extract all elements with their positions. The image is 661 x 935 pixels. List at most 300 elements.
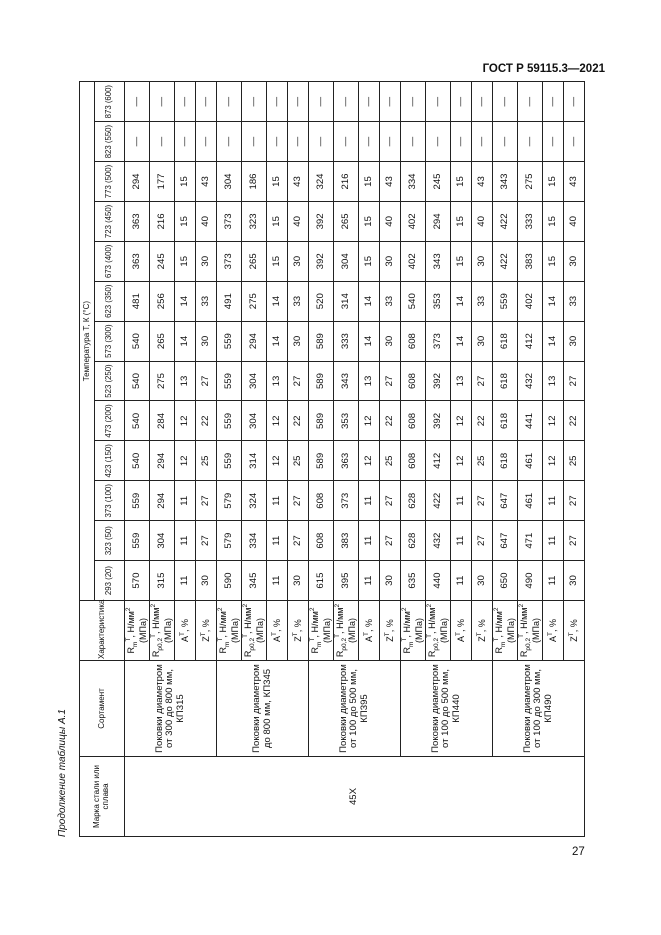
- value-cell: 25: [472, 441, 493, 481]
- value-cell: —: [472, 82, 493, 122]
- value-cell: 395: [334, 561, 359, 601]
- temperature-col-header: 323 (50): [95, 521, 125, 561]
- value-cell: —: [401, 82, 426, 122]
- value-cell: —: [564, 82, 585, 122]
- value-cell: 432: [426, 521, 451, 561]
- value-cell: 15: [451, 162, 472, 202]
- characteristic-cell: $R_m^T$, $Н/мм^2$ (МПа): [401, 601, 426, 661]
- value-cell: 589: [309, 401, 334, 441]
- value-cell: 12: [359, 441, 380, 481]
- assortment-cell: Поковки диаметром от 100 до 300 мм, КП490: [493, 661, 585, 757]
- standard-number: ГОСТ Р 59115.3—2021: [482, 63, 605, 75]
- value-cell: 353: [426, 281, 451, 321]
- value-cell: 11: [175, 561, 196, 601]
- value-cell: 432: [518, 361, 543, 401]
- value-cell: 216: [150, 201, 175, 241]
- value-cell: 13: [175, 361, 196, 401]
- value-cell: 618: [493, 401, 518, 441]
- value-cell: 590: [217, 561, 242, 601]
- value-cell: 43: [288, 162, 309, 202]
- value-cell: 353: [334, 401, 359, 441]
- value-cell: 383: [334, 521, 359, 561]
- value-cell: 412: [518, 321, 543, 361]
- value-cell: 30: [564, 321, 585, 361]
- characteristic-cell: $R_{p0,2}^T$, $Н/мм^2$ (МПа): [334, 601, 359, 661]
- value-cell: 33: [472, 281, 493, 321]
- value-cell: 422: [493, 201, 518, 241]
- value-cell: 12: [359, 401, 380, 441]
- table-row: [493, 82, 518, 837]
- value-cell: 618: [493, 321, 518, 361]
- temperature-col-header: 373 (100): [95, 481, 125, 521]
- value-cell: —: [217, 122, 242, 162]
- value-cell: 27: [380, 361, 401, 401]
- value-cell: 30: [472, 241, 493, 281]
- temperature-col-header: 773 (500): [95, 162, 125, 202]
- value-cell: 27: [564, 481, 585, 521]
- value-cell: 256: [150, 281, 175, 321]
- temperature-col-header: 823 (550): [95, 122, 125, 162]
- value-cell: 559: [217, 441, 242, 481]
- value-cell: 25: [196, 441, 217, 481]
- value-cell: 15: [175, 162, 196, 202]
- value-cell: 650: [493, 561, 518, 601]
- value-cell: —: [518, 122, 543, 162]
- value-cell: —: [150, 82, 175, 122]
- value-cell: 608: [309, 521, 334, 561]
- value-cell: 11: [175, 521, 196, 561]
- value-cell: 440: [426, 561, 451, 601]
- value-cell: 363: [334, 441, 359, 481]
- value-cell: 33: [564, 281, 585, 321]
- value-cell: 373: [217, 201, 242, 241]
- value-cell: 275: [150, 361, 175, 401]
- value-cell: 12: [451, 441, 472, 481]
- value-cell: 520: [309, 281, 334, 321]
- value-cell: 33: [380, 281, 401, 321]
- value-cell: —: [451, 82, 472, 122]
- value-cell: —: [493, 122, 518, 162]
- table-caption: Продолжение таблицы А.1: [57, 709, 68, 837]
- value-cell: 363: [125, 201, 150, 241]
- value-cell: 608: [309, 481, 334, 521]
- value-cell: 43: [472, 162, 493, 202]
- value-cell: 402: [518, 281, 543, 321]
- value-cell: 392: [426, 401, 451, 441]
- value-cell: —: [125, 122, 150, 162]
- value-cell: 30: [196, 561, 217, 601]
- value-cell: 628: [401, 481, 426, 521]
- value-cell: —: [217, 82, 242, 122]
- value-cell: 14: [175, 281, 196, 321]
- value-cell: 265: [334, 201, 359, 241]
- value-cell: 373: [334, 481, 359, 521]
- value-cell: —: [334, 122, 359, 162]
- value-cell: —: [309, 122, 334, 162]
- characteristic-cell: $R_m^T$, $Н/мм^2$ (МПа): [125, 601, 150, 661]
- value-cell: 647: [493, 521, 518, 561]
- value-cell: 294: [150, 441, 175, 481]
- value-cell: 314: [334, 281, 359, 321]
- temperature-col-header: 423 (150): [95, 441, 125, 481]
- value-cell: 589: [309, 321, 334, 361]
- value-cell: 275: [518, 162, 543, 202]
- value-cell: 33: [196, 281, 217, 321]
- value-cell: —: [196, 122, 217, 162]
- value-cell: 14: [267, 281, 288, 321]
- value-cell: 265: [150, 321, 175, 361]
- value-cell: 422: [493, 241, 518, 281]
- rotated-table-block: [57, 82, 582, 837]
- value-cell: 30: [380, 241, 401, 281]
- value-cell: 11: [451, 481, 472, 521]
- value-cell: —: [267, 122, 288, 162]
- value-cell: 392: [309, 201, 334, 241]
- temperature-col-header: 523 (250): [95, 361, 125, 401]
- value-cell: 11: [543, 481, 564, 521]
- value-cell: 618: [493, 361, 518, 401]
- value-cell: —: [543, 122, 564, 162]
- value-cell: 265: [242, 241, 267, 281]
- col-sort-header: Сортамент: [80, 661, 125, 757]
- temperature-col-header: 573 (300): [95, 321, 125, 361]
- value-cell: 11: [359, 521, 380, 561]
- value-cell: 27: [472, 481, 493, 521]
- value-cell: 27: [196, 361, 217, 401]
- value-cell: 461: [518, 441, 543, 481]
- value-cell: 540: [125, 321, 150, 361]
- characteristic-cell: $A^T$, %: [175, 601, 196, 661]
- value-cell: —: [288, 122, 309, 162]
- value-cell: 14: [451, 321, 472, 361]
- value-cell: 275: [242, 281, 267, 321]
- value-cell: 11: [267, 561, 288, 601]
- value-cell: 15: [543, 162, 564, 202]
- value-cell: 30: [472, 561, 493, 601]
- value-cell: 30: [564, 241, 585, 281]
- value-cell: 30: [288, 241, 309, 281]
- temperature-col-header: 293 (20): [95, 561, 125, 601]
- value-cell: 540: [125, 361, 150, 401]
- value-cell: 334: [401, 162, 426, 202]
- value-cell: 402: [401, 201, 426, 241]
- value-cell: 461: [518, 481, 543, 521]
- value-cell: —: [242, 82, 267, 122]
- value-cell: 25: [564, 441, 585, 481]
- value-cell: 11: [451, 561, 472, 601]
- characteristic-cell: $R_{p0,2}^T$, $Н/мм^2$ (МПа): [242, 601, 267, 661]
- value-cell: 15: [359, 162, 380, 202]
- value-cell: 27: [472, 521, 493, 561]
- value-cell: 14: [175, 321, 196, 361]
- value-cell: 12: [543, 441, 564, 481]
- value-cell: 30: [196, 241, 217, 281]
- value-cell: 30: [472, 321, 493, 361]
- table-row: [309, 82, 334, 837]
- value-cell: 11: [359, 561, 380, 601]
- table-row: [217, 82, 242, 837]
- value-cell: 11: [359, 481, 380, 521]
- value-cell: —: [175, 122, 196, 162]
- characteristic-cell: $R_m^T$, $Н/мм^2$ (МПа): [309, 601, 334, 661]
- value-cell: 12: [175, 441, 196, 481]
- characteristic-cell: $A^T$, %: [543, 601, 564, 661]
- value-cell: —: [380, 122, 401, 162]
- value-cell: 177: [150, 162, 175, 202]
- characteristic-cell: $Z^T$, %: [288, 601, 309, 661]
- value-cell: —: [380, 82, 401, 122]
- temperature-col-header: 623 (350): [95, 281, 125, 321]
- value-cell: 324: [309, 162, 334, 202]
- value-cell: —: [150, 122, 175, 162]
- steel-grade-cell: 45Х: [125, 757, 585, 837]
- value-cell: 589: [309, 361, 334, 401]
- value-cell: 15: [267, 201, 288, 241]
- value-cell: 30: [288, 321, 309, 361]
- value-cell: 30: [380, 321, 401, 361]
- value-cell: 11: [543, 521, 564, 561]
- value-cell: 13: [359, 361, 380, 401]
- value-cell: 15: [175, 241, 196, 281]
- value-cell: 15: [543, 241, 564, 281]
- value-cell: 294: [150, 481, 175, 521]
- value-cell: —: [426, 82, 451, 122]
- value-cell: 559: [217, 361, 242, 401]
- value-cell: —: [288, 82, 309, 122]
- value-cell: 333: [334, 321, 359, 361]
- value-cell: —: [196, 82, 217, 122]
- value-cell: 22: [472, 401, 493, 441]
- value-cell: 245: [150, 241, 175, 281]
- value-cell: 490: [518, 561, 543, 601]
- value-cell: 540: [125, 441, 150, 481]
- temperature-header: Температура T, К (°C): [80, 82, 95, 601]
- characteristic-cell: $R_{p0,2}^T$, $Н/мм^2$ (МПа): [150, 601, 175, 661]
- value-cell: 570: [125, 561, 150, 601]
- value-cell: 11: [543, 561, 564, 601]
- value-cell: 491: [217, 281, 242, 321]
- value-cell: 25: [380, 441, 401, 481]
- characteristic-cell: $R_{p0,2}^T$, $Н/мм^2$ (МПа): [426, 601, 451, 661]
- value-cell: 579: [217, 481, 242, 521]
- temperature-col-header: 723 (450): [95, 201, 125, 241]
- value-cell: 12: [267, 401, 288, 441]
- value-cell: 216: [334, 162, 359, 202]
- value-cell: 43: [564, 162, 585, 202]
- value-cell: 27: [564, 361, 585, 401]
- value-cell: 618: [493, 441, 518, 481]
- value-cell: —: [426, 122, 451, 162]
- value-cell: —: [334, 82, 359, 122]
- value-cell: 589: [309, 441, 334, 481]
- value-cell: —: [359, 82, 380, 122]
- value-cell: 441: [518, 401, 543, 441]
- characteristic-cell: $Z^T$, %: [472, 601, 493, 661]
- temperature-col-header: 673 (400): [95, 241, 125, 281]
- value-cell: 373: [217, 241, 242, 281]
- value-cell: 43: [380, 162, 401, 202]
- value-cell: 392: [309, 241, 334, 281]
- value-cell: 294: [125, 162, 150, 202]
- value-cell: 647: [493, 481, 518, 521]
- value-cell: —: [472, 122, 493, 162]
- value-cell: 334: [242, 521, 267, 561]
- value-cell: 471: [518, 521, 543, 561]
- value-cell: 30: [564, 561, 585, 601]
- value-cell: 11: [267, 521, 288, 561]
- value-cell: 559: [125, 521, 150, 561]
- characteristic-cell: $A^T$, %: [451, 601, 472, 661]
- value-cell: 304: [150, 521, 175, 561]
- characteristic-cell: $A^T$, %: [267, 601, 288, 661]
- value-cell: 304: [217, 162, 242, 202]
- value-cell: —: [175, 82, 196, 122]
- temperature-col-header: 473 (200): [95, 401, 125, 441]
- value-cell: 615: [309, 561, 334, 601]
- value-cell: 11: [451, 521, 472, 561]
- value-cell: 15: [359, 201, 380, 241]
- value-cell: 15: [267, 241, 288, 281]
- value-cell: 373: [426, 321, 451, 361]
- value-cell: 304: [242, 401, 267, 441]
- value-cell: 294: [242, 321, 267, 361]
- characteristic-cell: $R_m^T$, $Н/мм^2$ (МПа): [493, 601, 518, 661]
- value-cell: 15: [451, 201, 472, 241]
- value-cell: 628: [401, 521, 426, 561]
- assortment-cell: Поковки диаметром от 300 до 800 мм, КП315: [125, 661, 217, 757]
- value-cell: 579: [217, 521, 242, 561]
- value-cell: 284: [150, 401, 175, 441]
- page-number: 27: [572, 846, 585, 858]
- value-cell: 540: [401, 281, 426, 321]
- value-cell: 294: [426, 201, 451, 241]
- value-cell: 323: [242, 201, 267, 241]
- value-cell: —: [242, 122, 267, 162]
- value-cell: 27: [380, 481, 401, 521]
- characteristic-cell: $Z^T$, %: [380, 601, 401, 661]
- value-cell: 11: [267, 481, 288, 521]
- value-cell: 15: [267, 162, 288, 202]
- characteristic-cell: $R_{p0,2}^T$, $Н/мм^2$ (МПа): [518, 601, 543, 661]
- value-cell: 12: [543, 401, 564, 441]
- value-cell: —: [359, 122, 380, 162]
- value-cell: 12: [451, 401, 472, 441]
- value-cell: 22: [196, 401, 217, 441]
- value-cell: —: [564, 122, 585, 162]
- value-cell: 186: [242, 162, 267, 202]
- value-cell: 608: [401, 321, 426, 361]
- value-cell: 12: [175, 401, 196, 441]
- value-cell: —: [451, 122, 472, 162]
- value-cell: 14: [543, 281, 564, 321]
- value-cell: 27: [380, 521, 401, 561]
- characteristic-cell: $Z^T$, %: [564, 601, 585, 661]
- table-row: [401, 82, 426, 837]
- value-cell: 15: [359, 241, 380, 281]
- value-cell: 25: [288, 441, 309, 481]
- assortment-cell: Поковки диаметром от 100 до 500 мм, КП440: [401, 661, 493, 757]
- value-cell: 608: [401, 361, 426, 401]
- value-cell: 27: [288, 481, 309, 521]
- value-cell: 608: [401, 441, 426, 481]
- value-cell: —: [518, 82, 543, 122]
- value-cell: 27: [472, 361, 493, 401]
- value-cell: 245: [426, 162, 451, 202]
- value-cell: 33: [288, 281, 309, 321]
- value-cell: 30: [196, 321, 217, 361]
- value-cell: 30: [288, 561, 309, 601]
- characteristic-cell: $Z^T$, %: [196, 601, 217, 661]
- value-cell: 402: [401, 241, 426, 281]
- value-cell: 383: [518, 241, 543, 281]
- temperature-col-header: 873 (600): [95, 82, 125, 122]
- value-cell: 304: [242, 361, 267, 401]
- col-char-header: Характеристика: [80, 601, 125, 661]
- value-cell: —: [125, 82, 150, 122]
- characteristic-cell: $A^T$, %: [359, 601, 380, 661]
- value-cell: 27: [288, 521, 309, 561]
- value-cell: 14: [359, 281, 380, 321]
- value-cell: 412: [426, 441, 451, 481]
- value-cell: —: [267, 82, 288, 122]
- value-cell: 635: [401, 561, 426, 601]
- value-cell: 27: [196, 521, 217, 561]
- value-cell: —: [493, 82, 518, 122]
- value-cell: 13: [267, 361, 288, 401]
- value-cell: 15: [543, 201, 564, 241]
- value-cell: 22: [288, 401, 309, 441]
- value-cell: —: [401, 122, 426, 162]
- value-cell: 12: [267, 441, 288, 481]
- value-cell: 559: [217, 401, 242, 441]
- value-cell: —: [309, 82, 334, 122]
- value-cell: 27: [288, 361, 309, 401]
- value-cell: 40: [380, 201, 401, 241]
- value-cell: 343: [493, 162, 518, 202]
- assortment-cell: Поковки диаметром до 800 мм, КП345: [217, 661, 309, 757]
- value-cell: 345: [242, 561, 267, 601]
- value-cell: 559: [493, 281, 518, 321]
- value-cell: 40: [472, 201, 493, 241]
- value-cell: 422: [426, 481, 451, 521]
- value-cell: 40: [564, 201, 585, 241]
- value-cell: 608: [401, 401, 426, 441]
- value-cell: 14: [359, 321, 380, 361]
- value-cell: 392: [426, 361, 451, 401]
- value-cell: 43: [196, 162, 217, 202]
- value-cell: 22: [564, 401, 585, 441]
- value-cell: 40: [196, 201, 217, 241]
- value-cell: 314: [242, 441, 267, 481]
- value-cell: 13: [451, 361, 472, 401]
- value-cell: 30: [380, 561, 401, 601]
- value-cell: 15: [175, 201, 196, 241]
- properties-table: [79, 81, 585, 837]
- value-cell: 14: [267, 321, 288, 361]
- value-cell: 27: [196, 481, 217, 521]
- value-cell: 324: [242, 481, 267, 521]
- value-cell: 15: [451, 241, 472, 281]
- value-cell: 304: [334, 241, 359, 281]
- characteristic-cell: $R_m^T$, $Н/мм^2$ (МПа): [217, 601, 242, 661]
- value-cell: 22: [380, 401, 401, 441]
- value-cell: 14: [543, 321, 564, 361]
- col-mark-header: Марка стали или сплава: [80, 757, 125, 837]
- value-cell: 27: [564, 521, 585, 561]
- value-cell: 343: [334, 361, 359, 401]
- value-cell: 481: [125, 281, 150, 321]
- value-cell: —: [543, 82, 564, 122]
